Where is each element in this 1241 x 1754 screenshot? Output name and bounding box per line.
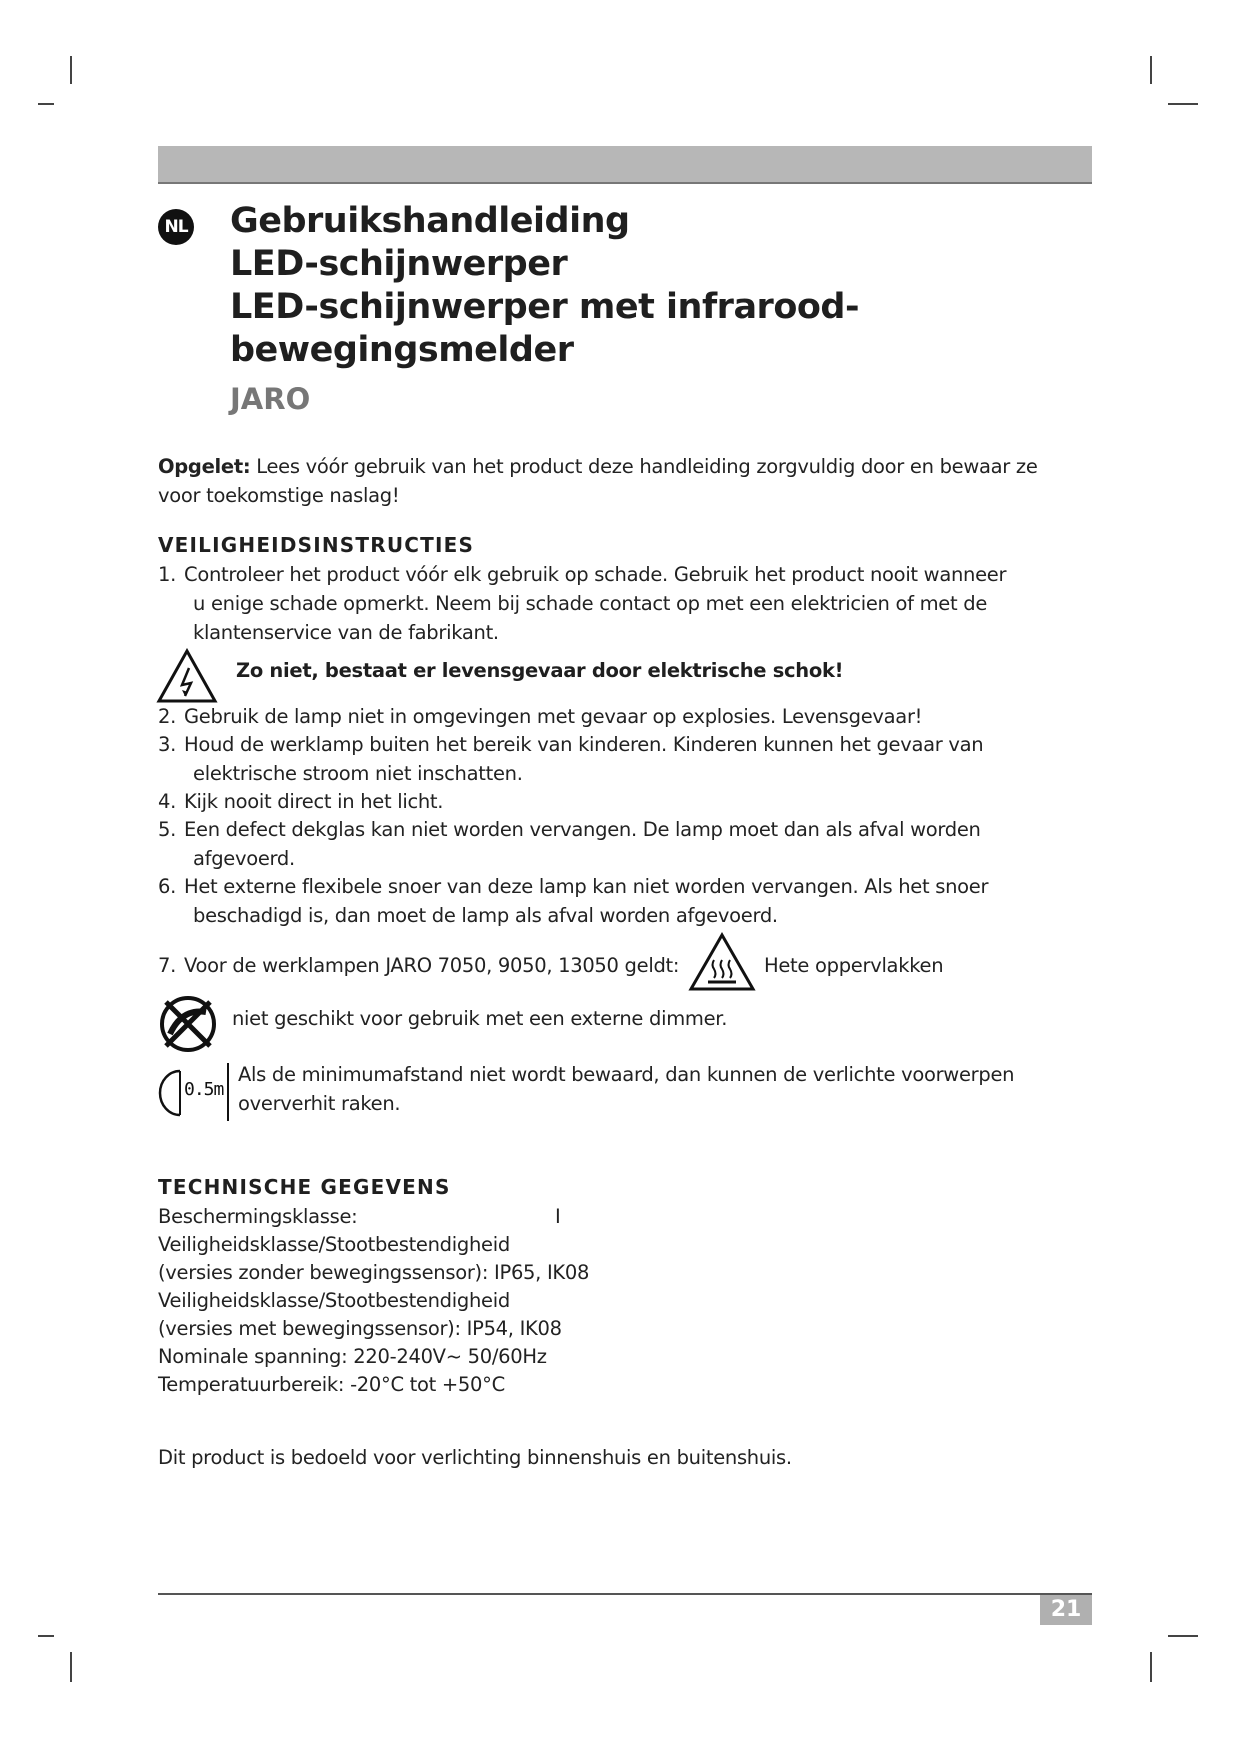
crop-mark xyxy=(1150,1652,1152,1682)
item-number: 5. xyxy=(158,818,177,841)
spec-row xyxy=(158,1342,547,1371)
notice-label: Opgelet: xyxy=(158,455,251,478)
spec-row xyxy=(158,1258,589,1287)
dimmer-note: niet geschikt voor gebruik met een externe dimmer. xyxy=(232,1007,728,1030)
distance-note: Als de minimumafstand niet wordt bewaard, dan kunnen de verlichte voorwerpen oververhit raken. xyxy=(238,1063,1015,1115)
item-text: Kijk nooit direct in het licht. xyxy=(184,790,444,813)
spec-row xyxy=(158,1230,510,1259)
item-text-cont: afgevoerd. xyxy=(193,847,295,870)
spec-value: -20°C tot +50°C xyxy=(350,1373,505,1396)
spec-label: Temperatuurbereik: xyxy=(158,1373,345,1396)
hot-surface-warning-icon xyxy=(688,932,756,992)
crop-mark xyxy=(1168,1635,1198,1637)
item-text: Voor de werklampen JARO 7050, 9050, 13050 geldt: xyxy=(184,954,680,977)
spec-label: Nominale spanning: xyxy=(158,1345,348,1368)
title-line: bewegingsmelder xyxy=(230,330,574,370)
list-item xyxy=(158,730,1058,788)
item-number: 1. xyxy=(158,563,177,586)
item-text: Het externe flexibele snoer van deze lamp kan niet worden vervangen. Als het snoer xyxy=(184,875,989,898)
spec-value: 220-240V~ 50/60Hz xyxy=(353,1345,547,1368)
item-number: 7. xyxy=(158,954,177,977)
shock-warning-text: Zo niet, bestaat er levensgevaar door elektrische schok! xyxy=(236,659,844,682)
item-text-cont: u enige schade opmerkt. Neem bij schade contact op met een elektricien of met de klantenservice van de fabrikant. xyxy=(193,592,988,644)
minimum-distance-icon xyxy=(158,1063,230,1121)
title-line: LED-schijnwerper met infrarood- xyxy=(230,287,859,327)
title-line: Gebruikshandleiding xyxy=(230,201,630,241)
crop-mark xyxy=(38,1635,54,1637)
spec-label: Veiligheidsklasse/Stootbestendigheid xyxy=(158,1289,510,1312)
model-name: JARO xyxy=(230,382,311,416)
spec-label: (versies met bewegingssensor): xyxy=(158,1317,461,1340)
safety-heading: VEILIGHEIDSINSTRUCTIES xyxy=(158,533,475,557)
language-badge: NL xyxy=(158,209,194,245)
header-bar xyxy=(158,146,1092,184)
page-title xyxy=(230,200,1090,372)
notice-paragraph xyxy=(158,452,1058,510)
crop-mark xyxy=(1150,56,1152,84)
spec-value: IP54, IK08 xyxy=(466,1317,562,1340)
footer-divider xyxy=(158,1593,1092,1595)
spec-value: I xyxy=(555,1205,561,1228)
spec-label: Beschermingsklasse: xyxy=(158,1205,358,1228)
spec-row xyxy=(158,1202,561,1231)
hot-surfaces-label: Hete oppervlakken xyxy=(764,954,944,977)
item-text: Controleer het product vóór elk gebruik op schade. Gebruik het product nooit wanneer xyxy=(184,563,1007,586)
electric-shock-warning-icon xyxy=(156,648,218,704)
spec-value: IP65, IK08 xyxy=(494,1261,590,1284)
list-item xyxy=(158,951,718,980)
crop-mark xyxy=(1168,103,1198,105)
item-number: 6. xyxy=(158,875,177,898)
no-dimmer-icon xyxy=(156,994,220,1054)
item-text: Gebruik de lamp niet in omgevingen met gevaar op explosies. Levensgevaar! xyxy=(184,705,923,728)
notice-text: Lees vóór gebruik van het product deze handleiding zorgvuldig door en bewaar ze voor toekomstige naslag! xyxy=(158,455,1038,507)
list-item xyxy=(158,787,1058,816)
item-number: 3. xyxy=(158,733,177,756)
spec-label: Veiligheidsklasse/Stootbestendigheid xyxy=(158,1233,510,1256)
list-item xyxy=(158,815,1058,873)
crop-mark xyxy=(38,103,54,105)
list-item xyxy=(158,872,1058,930)
distance-value: 0.5m xyxy=(184,1079,224,1100)
item-number: 4. xyxy=(158,790,177,813)
usage-note: Dit product is bedoeld voor verlichting binnenshuis en buitenshuis. xyxy=(158,1446,792,1469)
spec-row xyxy=(158,1314,562,1343)
crop-mark xyxy=(70,56,72,84)
crop-mark xyxy=(70,1652,72,1682)
item-text: Een defect dekglas kan niet worden vervangen. De lamp moet dan als afval worden xyxy=(184,818,981,841)
item-text-cont: elektrische stroom niet inschatten. xyxy=(193,762,523,785)
spec-row xyxy=(158,1370,505,1399)
spec-row xyxy=(158,1286,510,1315)
item-text-cont: beschadigd is, dan moet de lamp als afval worden afgevoerd. xyxy=(193,904,778,927)
title-line: LED-schijnwerper xyxy=(230,244,568,284)
spec-label: (versies zonder bewegingssensor): xyxy=(158,1261,489,1284)
item-text: Houd de werklamp buiten het bereik van kinderen. Kinderen kunnen het gevaar van xyxy=(184,733,984,756)
list-item xyxy=(158,560,1058,647)
list-item xyxy=(158,702,1058,731)
technical-heading: TECHNISCHE GEGEVENS xyxy=(158,1175,451,1199)
page-number: 21 xyxy=(1040,1595,1092,1625)
item-number: 2. xyxy=(158,705,177,728)
